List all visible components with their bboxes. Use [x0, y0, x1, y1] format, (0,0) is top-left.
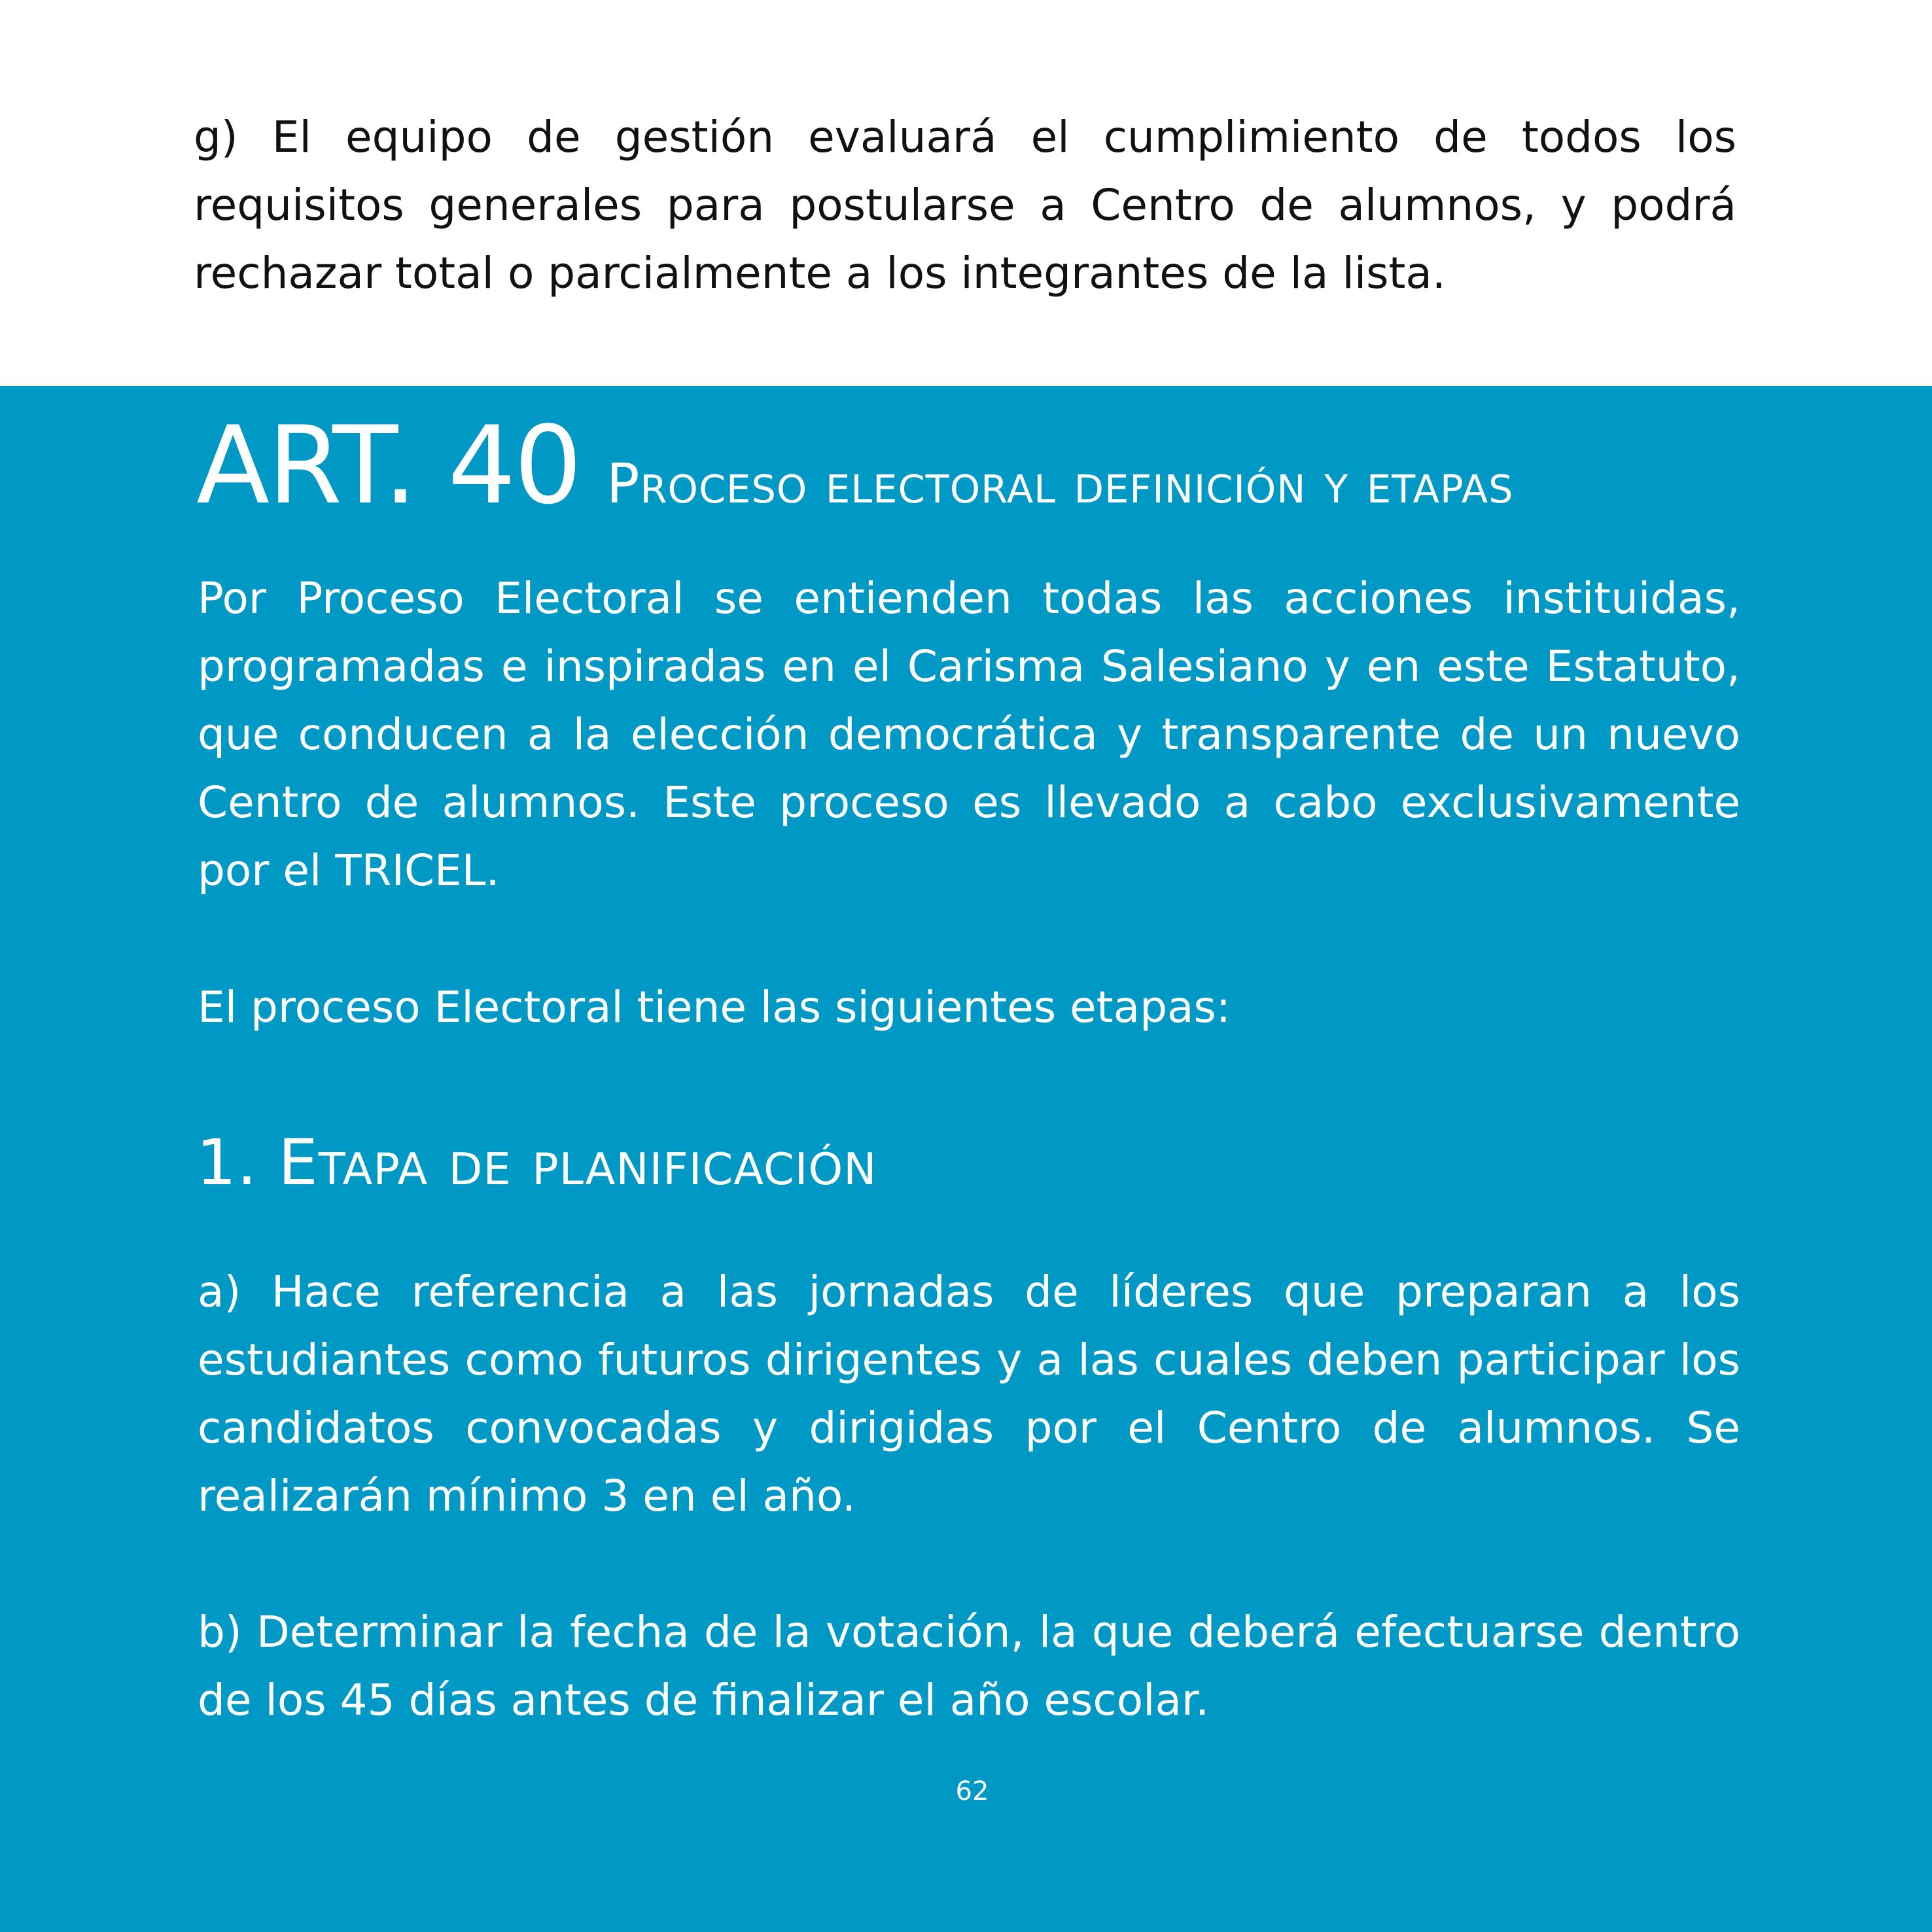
page-number: 62 [955, 1776, 989, 1806]
top-section [0, 0, 1932, 386]
item-a-paragraph: a) Hace referencia a las jornadas de líderes que preparan a los estudiantes como futuros dirigentes y a las cuales deben participar los candidatos convocadas y dirigidas por el Centro de alumnos. Se realizarán mínimo 3 en el año. [198, 1267, 1740, 1521]
etapas-intro-paragraph: El proceso Electoral tiene las siguientes etapas: [198, 982, 1231, 1032]
item-b-paragraph: b) Determinar la fecha de la votación, la que deberá efectuarse dentro de los 45 días antes de finalizar el año escolar. [198, 1607, 1740, 1725]
article-number: ART. 40 [196, 403, 580, 528]
section-1-heading: 1. Etapa de planificación [196, 1126, 877, 1199]
article-title: Proceso electoral definición y etapas [606, 451, 1514, 516]
paragraph-g: g) El equipo de gestión evaluará el cumplimiento de todos los requisitos generales para postularse a Centro de alumnos, y podrá rechazar total o parcialmente a los integrantes de la lista. [194, 112, 1736, 298]
article-section [0, 386, 1932, 1932]
article-heading [196, 403, 1514, 528]
article-intro-paragraph: Por Proceso Electoral se entienden todas las acciones instituidas, programadas e inspiradas en el Carisma Salesiano y en este Estatuto, que conducen a la elección democrática y transparente de un nuevo Centro de alumnos. Este proceso es llevado a cabo exclusivamente por el TRICEL. [198, 573, 1740, 896]
